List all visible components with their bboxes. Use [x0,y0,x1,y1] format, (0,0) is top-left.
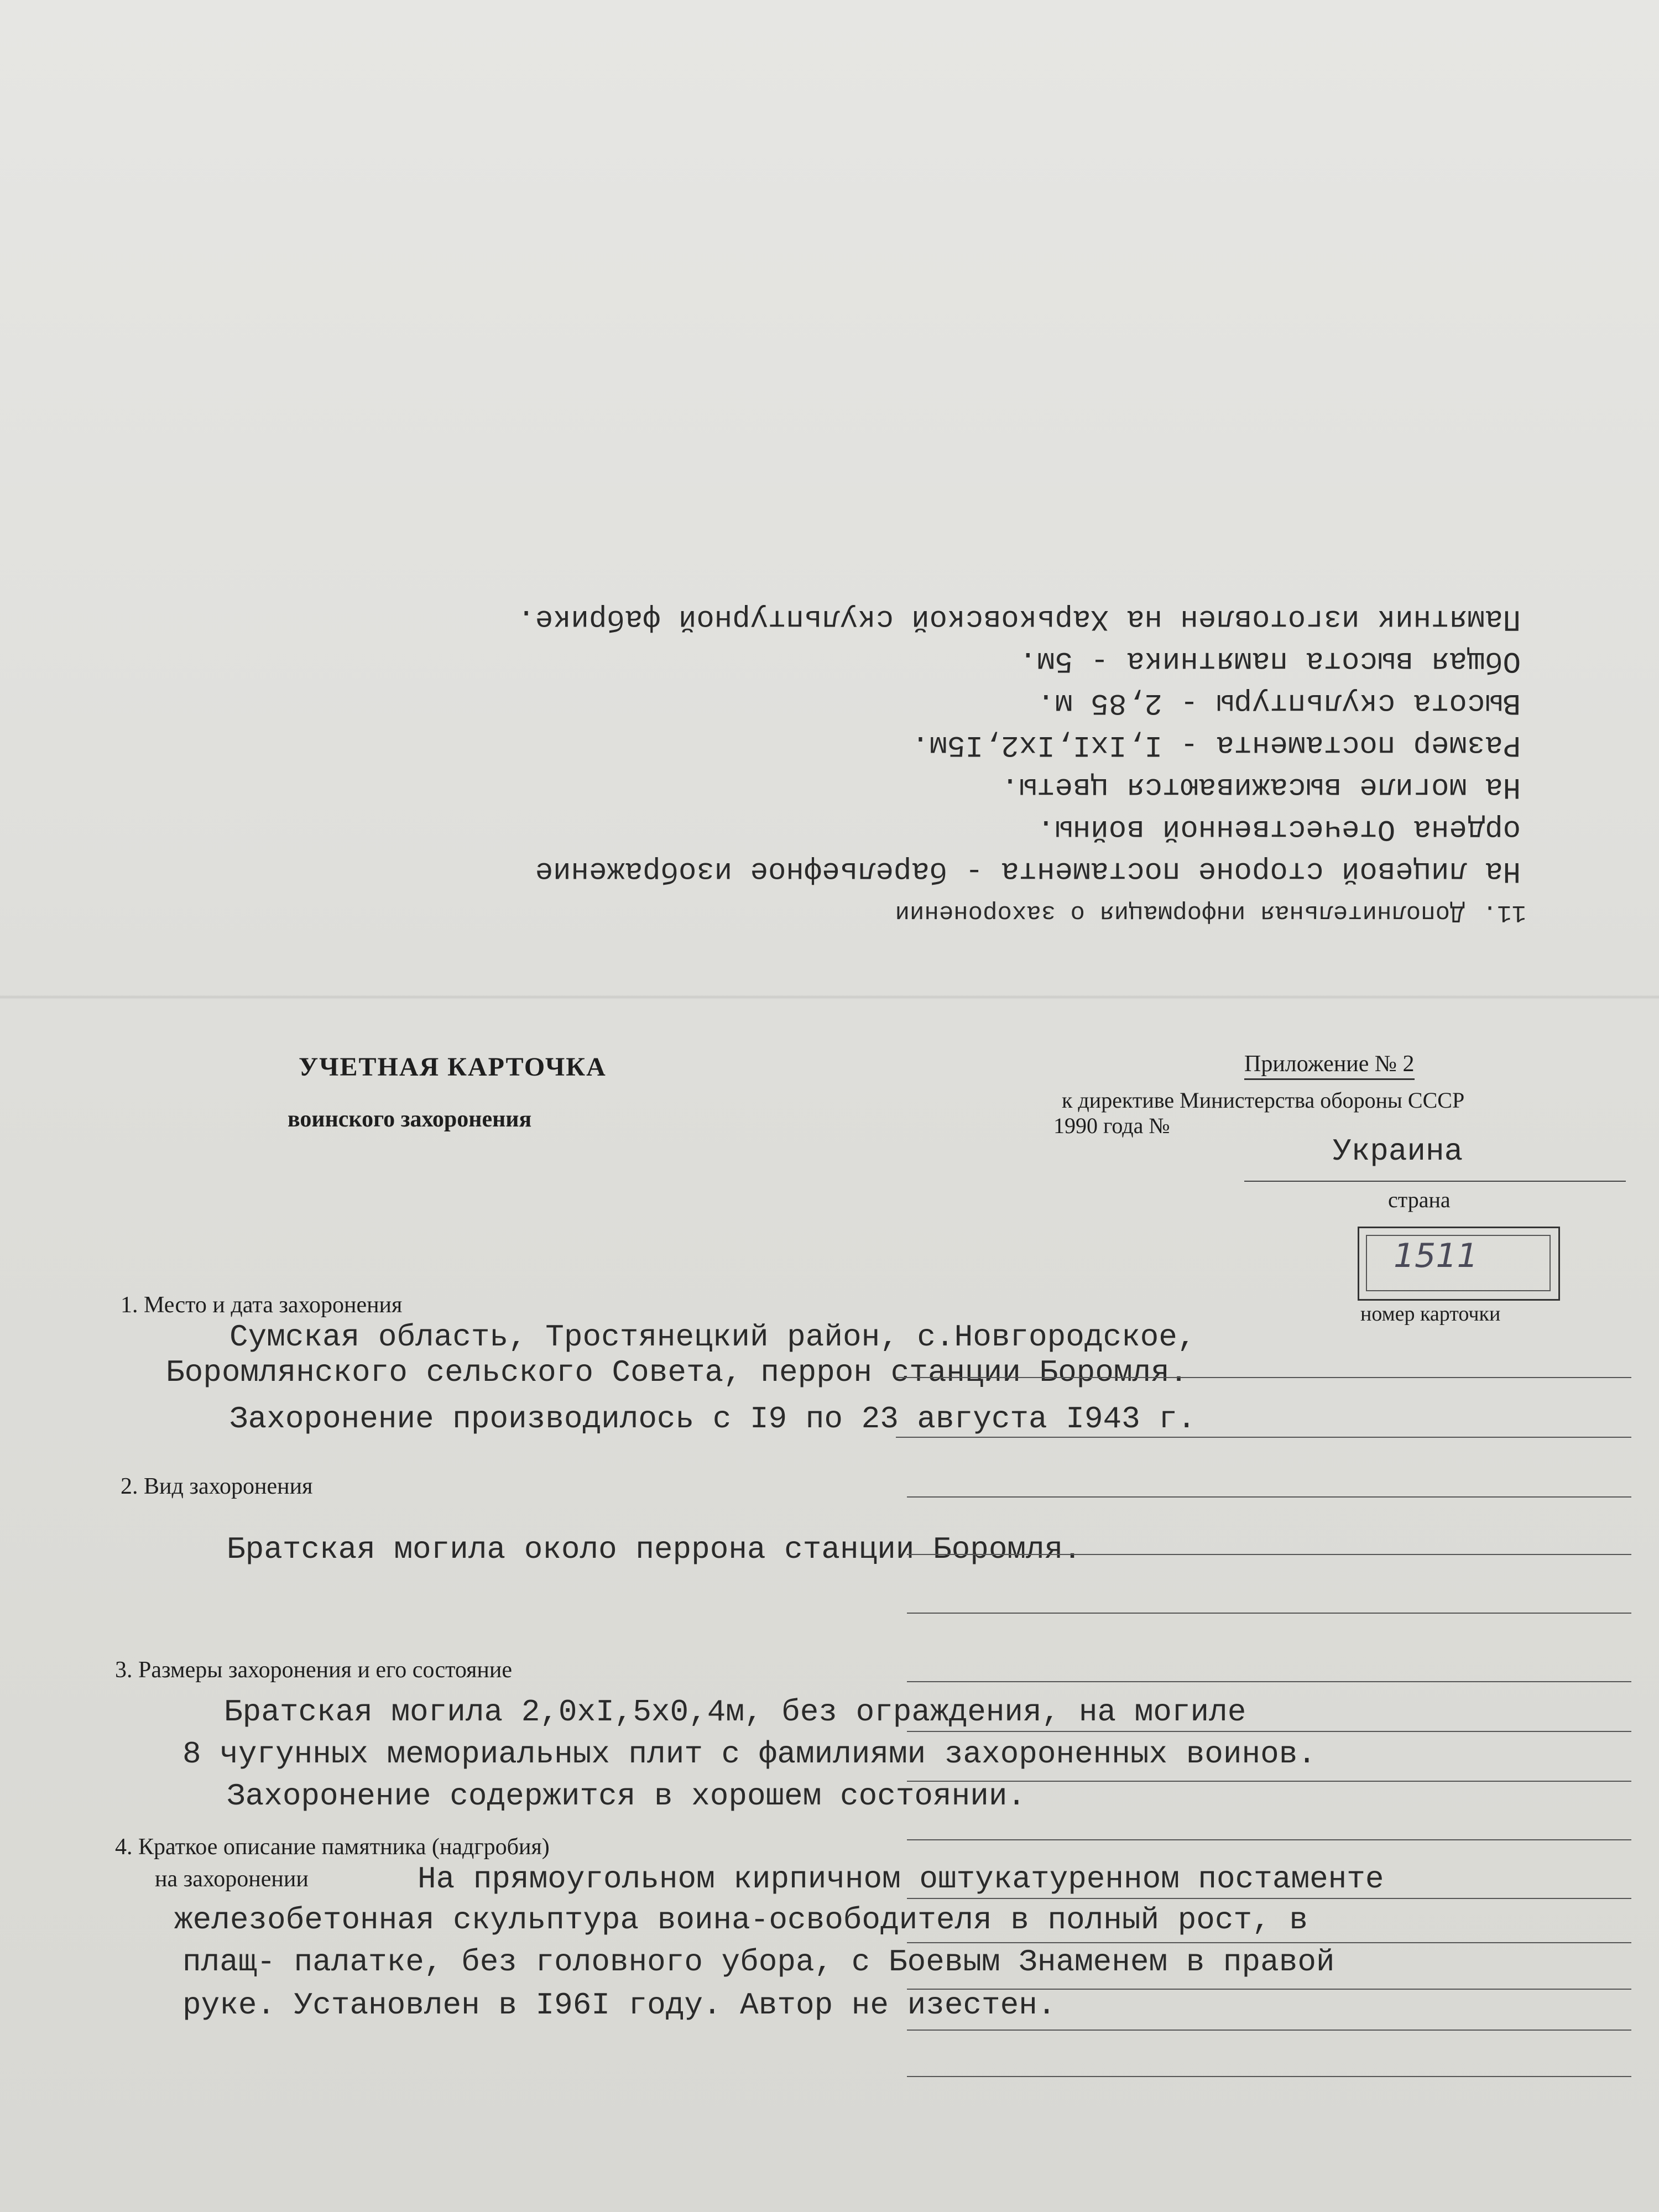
directive-year: 1990 года № [1053,1113,1170,1138]
form-rule [907,2076,1631,2077]
monument-line: руке. Установлен в I96I году. Автор не изестен. [182,1987,1056,2023]
back-line: Общая высота памятника - 5м. [1019,644,1521,677]
back-section-label: Дополнительная информация о захоронении [895,899,1465,926]
place-line: Захоронение производилось с I9 по 23 августа I943 г. [229,1401,1196,1437]
card-subtitle: воинского захоронения [288,1107,532,1132]
form-rule [907,2030,1631,2031]
back-line: Размер постамента - I,IxI,Ix2,I5м. [911,728,1521,761]
place-line: Боромлянского сельского Совета, перрон станции Боромля. [166,1355,1188,1390]
back-section-heading [254,891,1526,935]
place-line: Сумская область, Тростянецкий район, с.Новгородское, [229,1319,1196,1355]
card-number: 1511 [1394,1237,1478,1275]
monument-line: железобетонная скульптура воина-освободителя в полный рост, в [174,1902,1308,1938]
form-rule [907,1839,1631,1840]
section-size-label: 3. Размеры захоронения и его состояние [115,1657,512,1683]
paper-fold [0,995,1659,999]
monument-line: плащ- палатке, без головного убора, с Боевым Знаменем в правой [182,1944,1335,1980]
back-line: На могиле высаживаются цветы. [1001,770,1521,804]
back-line: Памятник изготовлен на Харьковской скульптурной фабрике. [517,602,1521,635]
appendix-label: Приложение № 2 [1244,1051,1415,1080]
back-line: На лицевой стороне постамента - барельефное изображение [535,854,1521,888]
form-rule [907,1898,1631,1899]
back-side-block [254,503,1526,935]
form-rule [896,1377,1631,1378]
card-title: УЧЕТНАЯ КАРТОЧКА [299,1052,607,1082]
form-rule [907,1496,1631,1498]
form-rule [907,1942,1631,1943]
country-value: Украина [1333,1134,1463,1169]
type-line: Братская могила около перрона станции Боромля. [227,1532,1082,1567]
back-section-number: 11. [1482,899,1526,926]
country-underline [1244,1181,1626,1182]
back-line: ордена Отечественной войны. [1037,812,1521,846]
section-monument-label-2: на захоронении [155,1866,309,1892]
form-rule [907,1681,1631,1682]
section-type-label: 2. Вид захоронения [121,1474,313,1499]
form-rule [907,1554,1631,1555]
directive-label: к директиве Министерства обороны СССР [1062,1088,1465,1113]
size-line: Братская могила 2,0xI,5x0,4м, без ограждения, на могиле [224,1694,1246,1730]
size-line: Захоронение содержится в хорошем состоянии. [227,1778,1026,1814]
section-place-label: 1. Место и дата захоронения [121,1292,403,1318]
form-rule [896,1437,1631,1438]
section-monument-label: 4. Краткое описание памятника (надгробия) [115,1834,550,1860]
monument-line: На прямоугольном кирпичном оштукатуренном постаменте [418,1861,1384,1897]
country-label: страна [1388,1187,1451,1212]
size-line: 8 чугунных мемориальных плит с фамилиями захороненных воинов. [182,1736,1316,1772]
back-line: Высота скульптуры - 2,85 м. [1037,686,1521,719]
card-number-label: номер карточки [1360,1302,1501,1326]
form-rule [907,1731,1631,1732]
form-rule [907,1613,1631,1614]
